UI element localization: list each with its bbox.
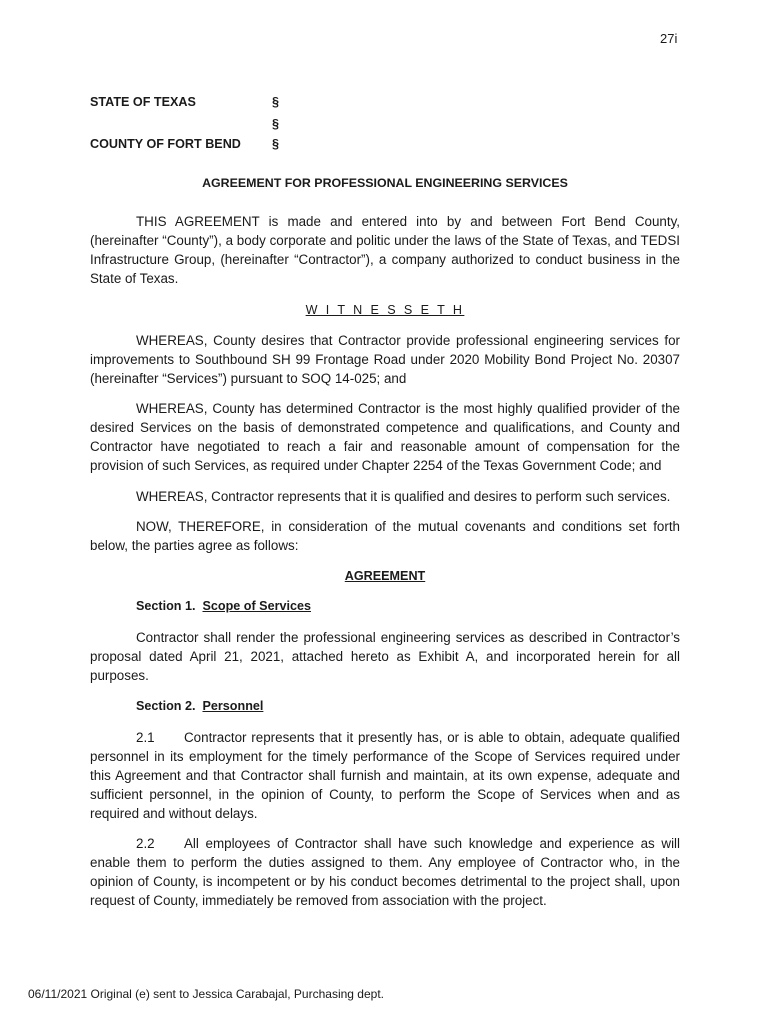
whereas-paragraph-3: WHEREAS, Contractor represents that it is qualified and desires to perform such services. (136, 489, 671, 504)
witnesseth-heading (0, 303, 770, 317)
section-symbol-2: § (272, 117, 280, 131)
section-1-title: Scope of Services (202, 599, 311, 613)
section-2-label: Section 2. (136, 699, 196, 713)
witnesseth-text: W I T N E S S E T H (305, 303, 465, 317)
agreement-heading: AGREEMENT (344, 569, 426, 583)
page-number: 27i (660, 31, 678, 46)
county-label: COUNTY OF FORT BEND (90, 137, 241, 151)
whereas-paragraph-1: WHEREAS, County desires that Contractor provide professional engineering services for improvements to Southbound SH 99 Frontage Road under 2020 Mobility Bond Project No. 20307 (hereinafter “Services”) pursuant to SOQ 14-025; and (90, 333, 680, 386)
agreement-title: AGREEMENT FOR PROFESSIONAL ENGINEERING SERVICES (202, 176, 568, 190)
footer-note: 06/11/2021 Original (e) sent to Jessica Carabajal, Purchasing dept. (28, 987, 384, 1001)
section-1-label: Section 1. (136, 599, 196, 613)
item-text-2-1: Contractor represents that it presently has, or is able to obtain, adequate qualified personnel in its employment for the timely performance of the Scope of Services required under this Agreement and that Contractor shall furnish and maintain, at its own expense, adequate and sufficient personnel, in the opinion of County, to perform the Scope of Services when and as required and without delays. (90, 730, 680, 821)
item-text-2-2: All employees of Contractor shall have such knowledge and experience as will enable them to perform the duties assigned to them. Any employee of Contractor who, in the opinion of County, is incompetent or by his conduct becomes detrimental to the project shall, upon request of County, immediately be removed from association with the project. (90, 836, 680, 908)
section-1-heading (136, 599, 311, 613)
state-label: STATE OF TEXAS (90, 95, 196, 109)
section-2-heading (136, 699, 263, 713)
intro-paragraph: THIS AGREEMENT is made and entered into by and between Fort Bend County, (hereinafter “County”), a body corporate and politic under the laws of the State of Texas, and TEDSI Infrastructure Group, (hereinafter “Contractor”), a company authorized to conduct business in the State of Texas. (90, 214, 680, 286)
section-symbol-3: § (272, 137, 280, 151)
item-number-2-1: 2.1 (136, 730, 155, 745)
whereas-paragraph-2: WHEREAS, County has determined Contractor is the most highly qualified provider of the desired Services on the basis of demonstrated competence and qualifications, and County and Contractor have negotiated to reach a fair and reasonable amount of compensation for the provision of such Services, as required under Chapter 2254 of the Texas Government Code; and (90, 401, 680, 473)
section-2-2-paragraph (90, 834, 680, 910)
item-number-2-2: 2.2 (136, 836, 155, 851)
section-2-title: Personnel (202, 699, 264, 713)
section-symbol-1: § (272, 95, 280, 109)
section-2-1-paragraph (90, 728, 680, 823)
section-1-text: Contractor shall render the professional engineering services as described in Contractor’s proposal dated April 21, 2021, attached hereto as Exhibit A, and incorporated herein for all purposes. (90, 630, 680, 683)
now-therefore-paragraph: NOW, THEREFORE, in consideration of the mutual covenants and conditions set forth below, the parties agree as follows: (90, 519, 680, 553)
